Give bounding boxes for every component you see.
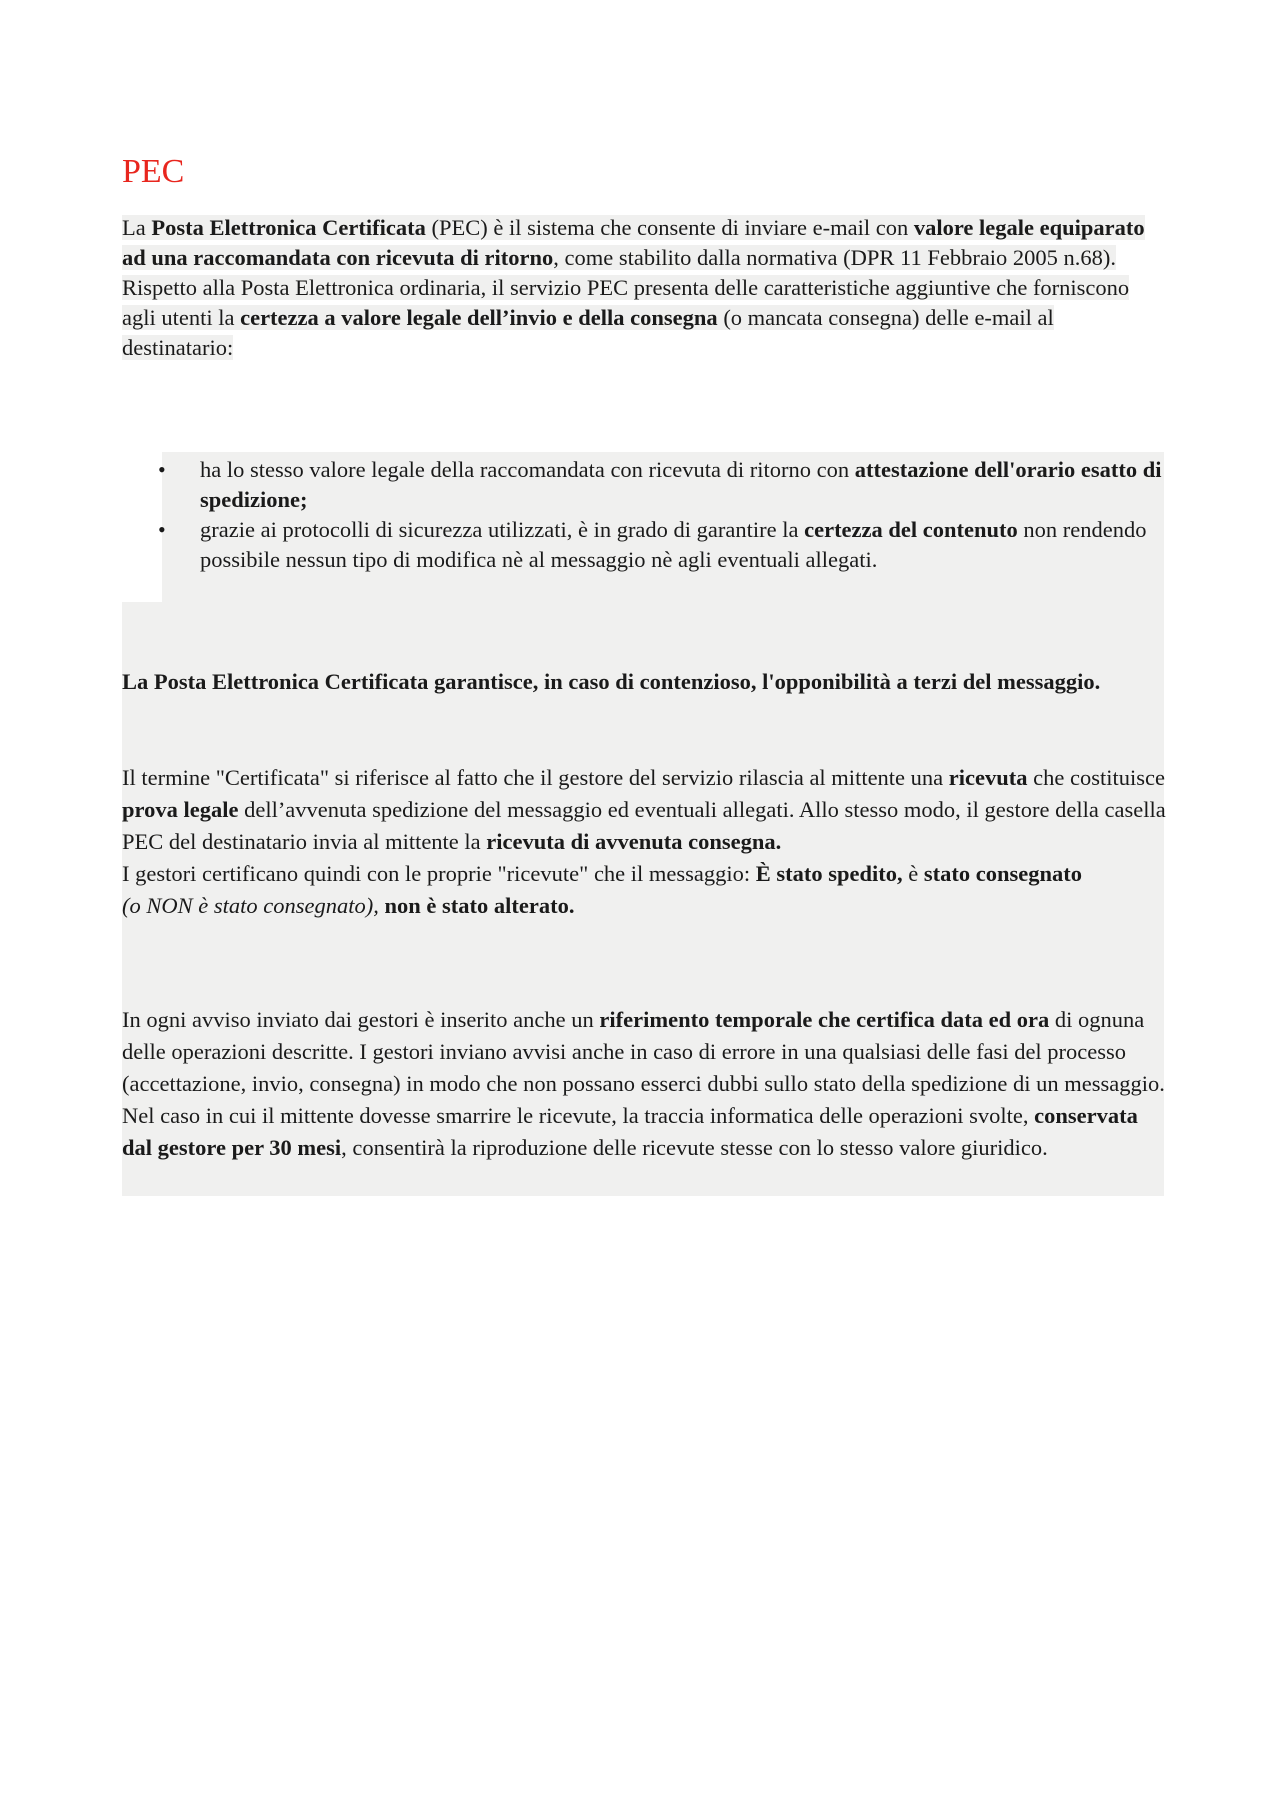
paragraph-italic: (o NON è stato consegnato), bbox=[122, 893, 379, 918]
intro-text: , come stabilito dalla normativa (DPR 11 Febbraio 2005 n.68). bbox=[553, 245, 1117, 270]
intro-text: (PEC) è il sistema che consente di inviare e-mail con bbox=[425, 215, 914, 240]
time-reference-paragraph bbox=[122, 1004, 1167, 1164]
page-title: PEC bbox=[122, 153, 185, 190]
list-item-text: grazie ai protocolli di sicurezza utilizzati, è in grado di garantire la bbox=[200, 517, 805, 542]
intro-paragraph-2 bbox=[122, 273, 1162, 363]
list-item bbox=[122, 515, 1162, 575]
intro-paragraph-1 bbox=[122, 213, 1162, 273]
paragraph-bold: conservata dal gestore per 30 mesi bbox=[122, 1103, 1138, 1160]
paragraph-text: è bbox=[902, 861, 924, 886]
paragraph-bold: stato consegnato bbox=[923, 861, 1083, 886]
intro-bold-certainty: certezza a valore legale dell’invio e della consegna bbox=[240, 305, 718, 330]
list-item-bold: certezza del contenuto bbox=[804, 517, 1018, 542]
list-item-bold: attestazione dell'orario esatto di spedizione; bbox=[200, 457, 1162, 512]
paragraph-text: In ogni avviso inviato dai gestori è inserito anche un bbox=[122, 1007, 600, 1032]
paragraph-bold: ricevuta bbox=[948, 765, 1028, 790]
guarantee-statement: La Posta Elettronica Certificata garantisce, in caso di contenzioso, l'opponibilità a terzi del messaggio. bbox=[122, 669, 1101, 694]
bullet-icon: • bbox=[158, 517, 166, 542]
paragraph-text: di ognuna delle operazioni descritte. I gestori inviano avvisi anche in caso di errore in una qualsiasi delle fasi del processo (accettazione, invio, consegna) in modo che non possano esserci dubbi sullo stato della spedizione di un messaggio. Nel caso in cui il mittente dovesse smarrire le ricevute, la traccia informatica delle operazioni svolte, bbox=[122, 1007, 1165, 1128]
intro-bold-legal-value: valore legale equiparato ad una raccomandata con ricevuta di ritorno bbox=[122, 215, 1145, 270]
intro-section bbox=[122, 213, 1162, 363]
features-list bbox=[122, 455, 1162, 575]
list-item bbox=[122, 455, 1162, 515]
bullet-icon: • bbox=[158, 457, 166, 482]
paragraph-text: che costituisce bbox=[1027, 765, 1165, 790]
certified-meaning-paragraph bbox=[122, 762, 1167, 922]
paragraph-text: I gestori certificano quindi con le proprie "ricevute" che il messaggio: bbox=[122, 861, 756, 886]
paragraph-text: , consentirà la riproduzione delle ricevute stesse con lo stesso valore giuridico. bbox=[341, 1135, 1048, 1160]
paragraph-text: dell’avvenuta spedizione del messaggio ed eventuali allegati. Allo stesso modo, il gestore della casella PEC del destinatario invia al mittente la bbox=[122, 797, 1166, 854]
intro-text: (o mancata consegna) delle e-mail al destinatario: bbox=[122, 305, 1054, 360]
list-item-text: ha lo stesso valore legale della raccomandata con ricevuta di ritorno con bbox=[200, 457, 855, 482]
paragraph-bold: non è stato alterato. bbox=[384, 893, 575, 918]
paragraph-bold: È stato spedito, bbox=[755, 861, 903, 886]
paragraph-text: Il termine "Certificata" si riferisce al fatto che il gestore del servizio rilascia al mittente una bbox=[122, 765, 949, 790]
paragraph-bold: riferimento temporale che certifica data ed ora bbox=[599, 1007, 1050, 1032]
paragraph-bold: ricevuta di avvenuta consegna. bbox=[486, 829, 782, 854]
paragraph-bold: prova legale bbox=[122, 797, 239, 822]
list-item-text: non rendendo possibile nessun tipo di modifica nè al messaggio nè agli eventuali allegati. bbox=[200, 517, 1147, 572]
intro-bold-pec: Posta Elettronica Certificata bbox=[151, 215, 426, 240]
intro-text: Rispetto alla Posta Elettronica ordinaria, il servizio PEC presenta delle caratteristiche aggiuntive che forniscono agli utenti la bbox=[122, 275, 1130, 330]
intro-text: La bbox=[122, 215, 152, 240]
